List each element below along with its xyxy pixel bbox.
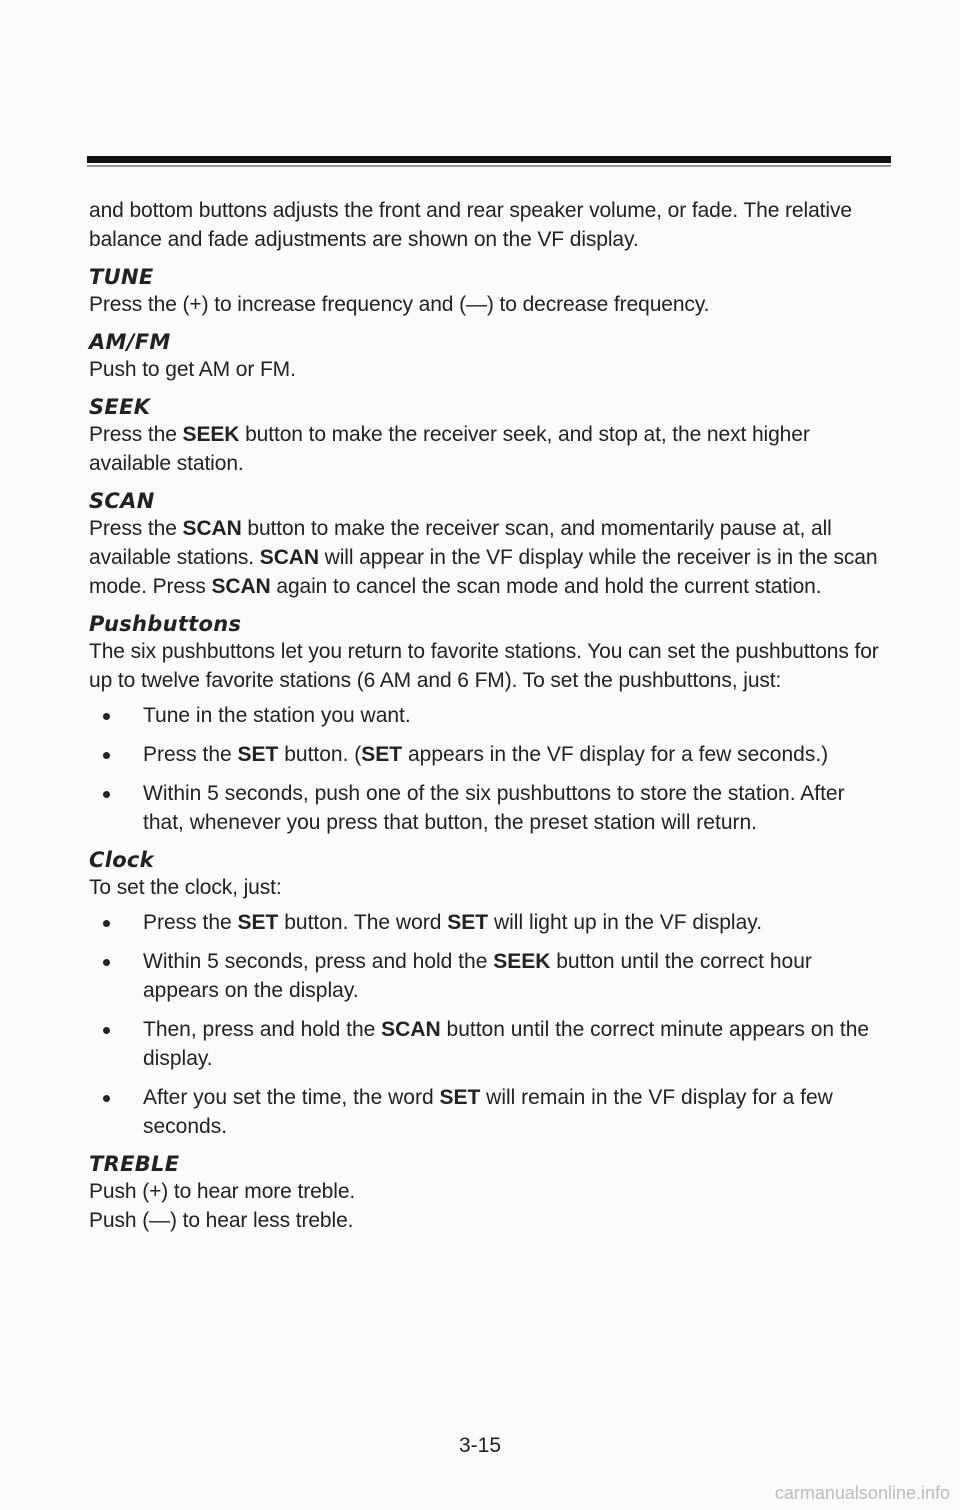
- page-number: 3-15: [458, 1434, 502, 1457]
- treble-line-1: Push (+) to hear more treble.: [89, 1180, 356, 1203]
- treble-heading: TREBLE: [89, 1152, 180, 1176]
- amfm-heading: AM/FM: [89, 330, 171, 354]
- clock-heading: Clock: [89, 848, 154, 872]
- pushbuttons-heading: Pushbuttons: [89, 612, 242, 636]
- list-item: After you set the time, the word SET will remain in the VF display for a few seconds.: [143, 1083, 889, 1141]
- list-item: Within 5 seconds, press and hold the SEEK button until the correct hour appears on the display.: [143, 947, 889, 1005]
- clock-list: [89, 908, 889, 1141]
- clock-text: To set the clock, just:: [89, 876, 282, 899]
- scan-text: Press the SCAN button to make the receiver scan, and momentarily pause at, all available stations. SCAN will appear in the VF display while the receiver is in the scan mode. Press SCAN again to cancel the scan mode and hold the current station.: [89, 517, 878, 598]
- tune-heading: TUNE: [89, 265, 154, 289]
- treble-line-2: Push (—) to hear less treble.: [89, 1209, 354, 1232]
- list-item: Press the SET button. The word SET will light up in the VF display.: [143, 908, 889, 937]
- pushbuttons-text: The six pushbuttons let you return to favorite stations. You can set the pushbuttons for up to twelve favorite stations (6 AM and 6 FM). To set the pushbuttons, just:: [89, 640, 879, 692]
- page-content: [89, 196, 889, 1235]
- list-item: Then, press and hold the SCAN button until the correct minute appears on the display.: [143, 1015, 889, 1073]
- seek-text: Press the SEEK button to make the receiver seek, and stop at, the next higher available station.: [89, 423, 810, 475]
- list-item: Press the SET button. (SET appears in the VF display for a few seconds.): [143, 740, 889, 769]
- seek-heading: SEEK: [89, 395, 151, 419]
- tune-text: Press the (+) to increase frequency and (—) to decrease frequency.: [89, 293, 710, 316]
- intro-paragraph: and bottom buttons adjusts the front and rear speaker volume, or fade. The relative balance and fade adjustments are shown on the VF display.: [89, 199, 852, 251]
- list-item: Tune in the station you want.: [143, 701, 889, 730]
- header-rule-thin: [87, 165, 891, 167]
- scan-heading: SCAN: [89, 489, 155, 513]
- list-item: Within 5 seconds, push one of the six pushbuttons to store the station. After that, whenever you press that button, the preset station will return.: [143, 779, 889, 837]
- pushbuttons-list: [89, 701, 889, 837]
- header-rule: [87, 156, 891, 163]
- watermark: carmanualsonline.info: [774, 1483, 950, 1503]
- amfm-text: Push to get AM or FM.: [89, 358, 296, 381]
